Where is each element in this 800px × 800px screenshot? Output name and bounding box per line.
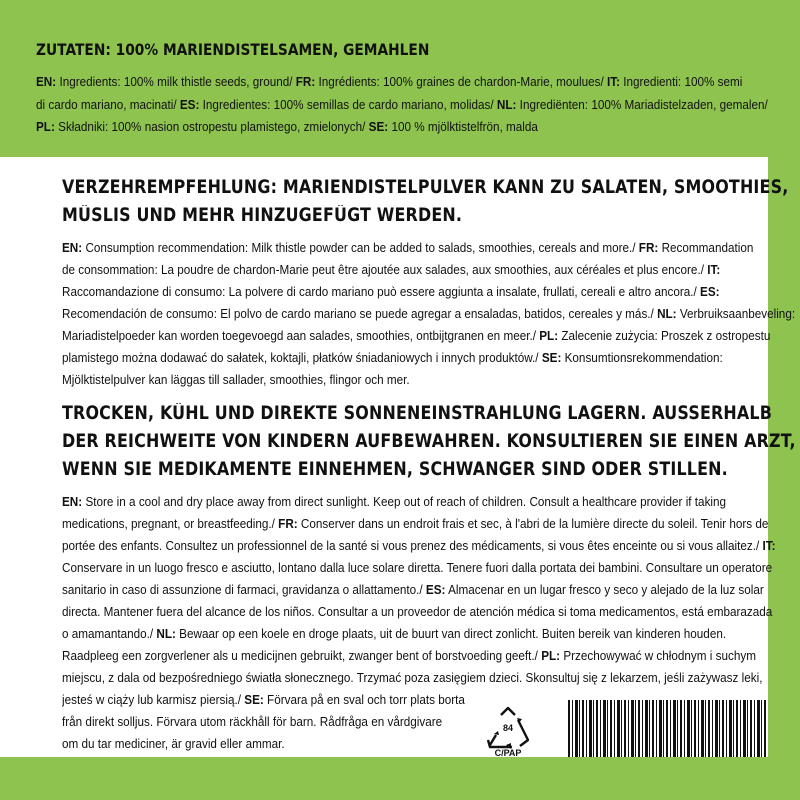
language-code: PL: [36, 120, 55, 134]
storage-heading-line: TROCKEN, KÜHL UND DIREKTE SONNENEINSTRAHLUNG LAGERN. AUSSERHALB [62, 403, 772, 424]
language-code: IT: [606, 75, 620, 89]
ingredients-heading: ZUTATEN: 100% MARIENDISTELSAMEN, GEMAHLEN [36, 40, 430, 59]
storage-line: sanitario in caso di assunzione di farmaci, gravidanza o allattamento./ ES: Almacenar en un lugar fresco y seco y alejado de la luz solar [62, 583, 764, 597]
language-code: FR: [278, 517, 298, 531]
storage-line: om du tar mediciner, är gravid eller ammar. [62, 737, 285, 751]
language-code: IT: [707, 263, 721, 277]
recommendation-line: plamistego można dodawać do sałatek, koktajli, płatków śniadaniowych i innych produktów./ SE: Konsumtionsrekommendation: [62, 351, 723, 365]
language-code: SE: [244, 693, 264, 707]
ingredients-line: EN: Ingredients: 100% milk thistle seeds, ground/ FR: Ingrédients: 100% graines de chardon-Marie, moulues/ IT: Ingredienti: 100% semi [36, 75, 743, 89]
language-code: NL: [156, 627, 176, 641]
ingredients-line: PL: Składniki: 100% nasion ostropestu plamistego, zmielonych/ SE: 100 % mjölktistelfrön, malda [36, 120, 538, 134]
recommendation-line: Recomendación de consumo: El polvo de cardo mariano se puede agregar a ensaladas, batidos, cereales y más./ NL: Verbruiksaanbeveling: [62, 307, 796, 321]
storage-line: medications, pregnant, or breastfeeding./ FR: Conserver dans un endroit frais et sec, à l'abri de la lumière directe du soleil. Tenir hors de [62, 517, 769, 531]
right-border-strip [768, 157, 800, 757]
language-code: EN: [36, 75, 57, 89]
recommendation-heading-line: MÜSLIS UND MEHR HINZUGEFÜGT WERDEN. [62, 205, 463, 226]
storage-line: portée des enfants. Consultez un professionnel de la santé si vous prenez des médicaments, si vous êtes enceinte ou si vous allaitez./ IT: [62, 539, 776, 553]
storage-heading-line: DER REICHWEITE VON KINDERN AUFBEWAHREN. KONSULTIEREN SIE EINEN ARZT, [62, 431, 796, 452]
recommendation-line: Mariadistelpoeder kan worden toegevoegd aan salades, smoothies, ontbijtgranen en meer./ PL: Zalecenie zużycia: Proszek z ostropestu [62, 329, 771, 343]
language-code: ES: [425, 583, 446, 597]
language-code: PL: [541, 649, 561, 663]
storage-line: från direkt solljus. Förvara utom räckhåll för barn. Rådfråga en vårdgivare [62, 715, 443, 729]
storage-line: jesteś w ciąży lub karmisz piersią./ SE: Förvara på en sval och torr plats borta [62, 693, 465, 707]
recommendation-line: EN: Consumption recommendation: Milk thistle powder can be added to salads, smoothies, cereals and more./ FR: Recommandation [62, 241, 754, 255]
language-code: FR: [638, 241, 659, 255]
recycling-number: 84 [502, 723, 513, 733]
language-code: EN: [62, 495, 83, 509]
language-code: NL: [657, 307, 677, 321]
bottom-border-strip [0, 757, 800, 800]
ingredients-line: di cardo mariano, macinati/ ES: Ingredientes: 100% semillas de cardo mariano, molidas/ NL: Ingrediënten: 100% Mariadistelzaden, gemalen/ [36, 98, 768, 112]
storage-line: Raadpleeg een zorgverlener als u medicijnen gebruikt, zwanger bent of borstvoeding geeft./ PL: Przechowywać w chłodnym i suchym [62, 649, 756, 663]
language-code: FR: [295, 75, 316, 89]
storage-line: EN: Store in a cool and dry place away from direct sunlight. Keep out of reach of children. Consult a healthcare provider if taking [62, 495, 727, 509]
storage-line: Conservare in un luogo fresco e asciutto, lontano dalla luce solare diretta. Tenere fuori dalla portata dei bambini. Consultare un operatore [62, 561, 773, 575]
language-code: PL: [539, 329, 559, 343]
barcode-icon [568, 700, 768, 757]
language-code: EN: [62, 241, 83, 255]
language-code: ES: [179, 98, 200, 112]
storage-line: directa. Mantener fuera del alcance de los niños. Consultar a un proveedor de atención médica si toma medicamentos, está embarazada [62, 605, 773, 619]
language-code: NL: [496, 98, 517, 112]
storage-line: miejscu, z dala od bezpośredniego światła słonecznego. Trzymać poza zasięgiem dzieci. Skonsultuj się z lekarzem, jeśli zażywasz leki, [62, 671, 763, 685]
recommendation-line: de consommation: La poudre de chardon-Marie peut être ajoutée aux salades, aux smoothies, aux céréales et plus encore./ IT: [62, 263, 721, 277]
recommendation-line: Raccomandazione di consumo: La polvere di cardo mariano può essere aggiunta a insalate, frullati, cereali e altro ancora./ ES: [62, 285, 720, 299]
language-code: ES: [700, 285, 720, 299]
storage-line: o amamantando./ NL: Bewaar op een koele en droge plaats, uit de buurt van direct zonlicht. Buiten bereik van kinderen houden. [62, 627, 727, 641]
language-code: IT: [762, 539, 776, 553]
recommendation-line: Mjölktistelpulver kan läggas till sallader, smoothies, flingor och mer. [62, 373, 410, 387]
language-code: SE: [541, 351, 562, 365]
language-code: SE: [368, 120, 389, 134]
recommendation-heading-line: VERZEHREMPFEHLUNG: MARIENDISTELPULVER KANN ZU SALATEN, SMOOTHIES, [62, 177, 789, 198]
recycling-code: C/PAP [494, 748, 522, 758]
storage-heading-line: WENN SIE MEDIKAMENTE EINNEHMEN, SCHWANGER SIND ODER STILLEN. [62, 459, 728, 480]
